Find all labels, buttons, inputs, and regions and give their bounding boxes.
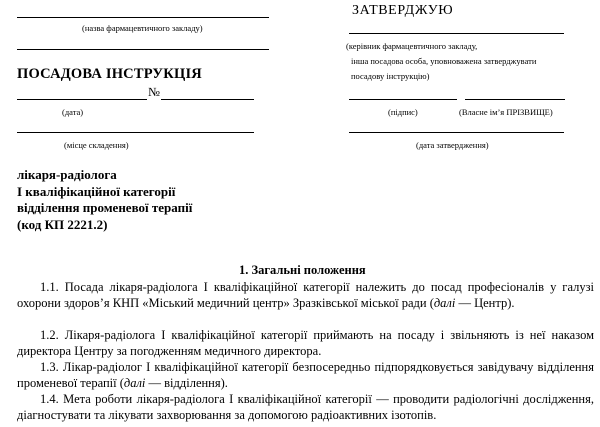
place-line [17,132,254,133]
name-line [465,99,565,100]
number-line [161,99,254,100]
position-code: (код КП 2221.2) [17,216,108,232]
institution-name-line [17,17,269,18]
institution-name-label: (назва фармацевтичного закладу) [82,23,203,33]
institution-name-line-2 [17,49,269,50]
approval-date-line [349,132,564,133]
paragraph-1-2: 1.2. Лікаря-радіолога І кваліфікаційної категорії приймають на посаду і звільняють із неї наказом директора Центру за погодженням медичного директора. [17,328,594,358]
approver-role-line-1: (керівник фармацевтичного закладу, [346,41,478,51]
approval-title: ЗАТВЕРДЖУЮ [352,3,454,18]
date-line [17,99,147,100]
approver-role-line-2: інша посадова особа, уповноважена затверджувати [351,56,537,66]
position-line-3: відділення променевої терапії [17,200,193,215]
signature-label: (підпис) [388,107,418,117]
position-title-block [17,167,192,233]
paragraph-1-4: 1.4. Мета роботи лікаря-радіолога І кваліфікаційної категорії — проводити радіологічні дослідження, діагностувати та лікувати захворювання за допомогою радіоактивних ізотопів. [17,392,594,422]
number-sign: № [148,85,160,99]
position-line-1: лікаря-радіолога [17,167,117,182]
approver-role-line-3: посадову інструкцію) [351,71,430,81]
approval-date-label: (дата затвердження) [416,140,489,150]
date-label: (дата) [62,107,84,117]
paragraph-1-3: 1.3. Лікар-радіолог І кваліфікаційної категорії безпосередньо підпорядковується завідувачу відділення променевої терапії (далі — відділення). [17,360,594,390]
document-title: ПОСАДОВА ІНСТРУКЦІЯ [17,66,202,82]
section-1-title: 1. Загальні положення [239,263,366,277]
paragraph-1-1: 1.1. Посада лікаря-радіолога І кваліфікаційної категорії належить до посад професіоналів у галузі охорони здоров’я КНП «Міський медичний центр» Зразківської міської ради (далі — Центр). [17,280,594,310]
place-label: (місце складення) [64,140,129,150]
position-line-2: І кваліфікаційної категорії [17,183,176,199]
approver-line [349,33,564,34]
name-label: (Власне ім’я ПРІЗВИЩЕ) [459,107,553,117]
signature-line [349,99,457,100]
